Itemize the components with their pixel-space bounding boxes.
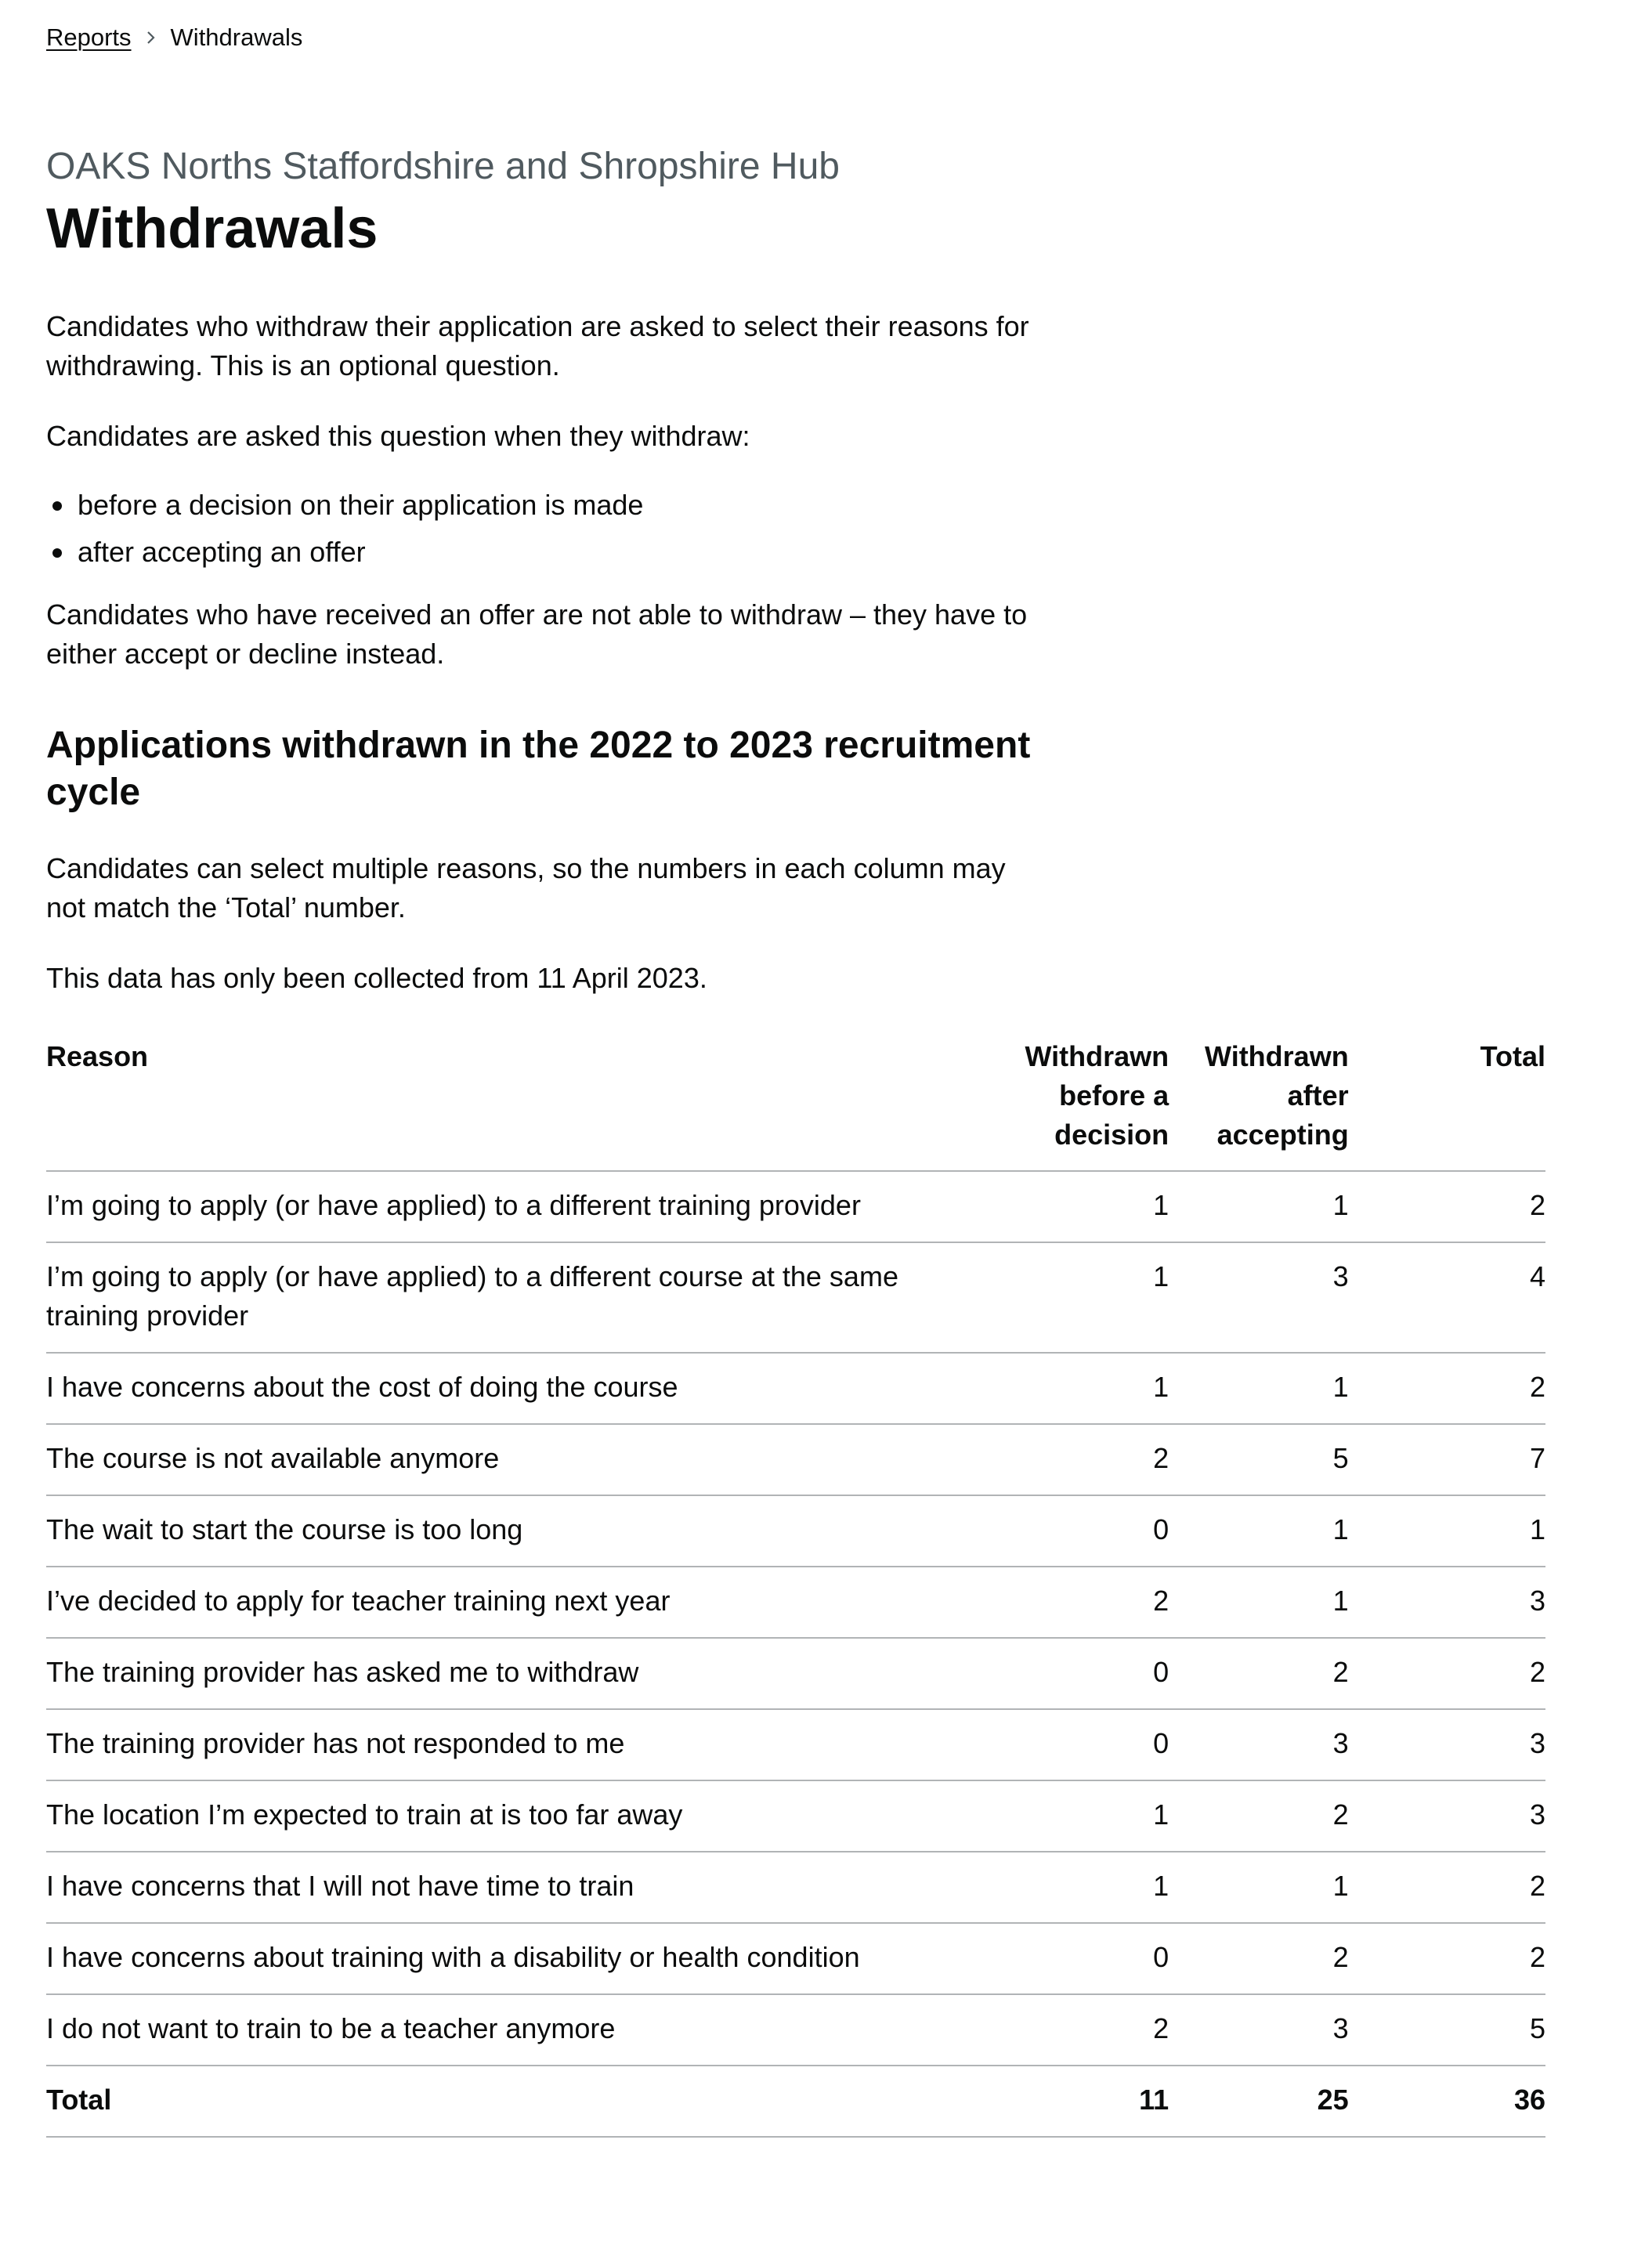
cell-after-accepting: 1: [1169, 1495, 1349, 1567]
intro-bullet-list: [46, 486, 1606, 572]
cell-before-decision: 2: [989, 1567, 1169, 1638]
total-reason: Total: [46, 2066, 989, 2137]
cell-before-decision: 1: [989, 1780, 1169, 1852]
cell-before-decision: 2: [989, 1424, 1169, 1495]
cell-reason: I’m going to apply (or have applied) to a different training provider: [46, 1171, 989, 1242]
table-row: [46, 1709, 1545, 1780]
cell-total: 4: [1349, 1242, 1545, 1353]
cell-before-decision: 2: [989, 1994, 1169, 2066]
table-row: [46, 1923, 1545, 1994]
cell-total: 3: [1349, 1780, 1545, 1852]
cell-before-decision: 0: [989, 1923, 1169, 1994]
cell-reason: I’m going to apply (or have applied) to a different course at the same training provider: [46, 1242, 989, 1353]
table-row: [46, 1242, 1545, 1353]
cell-reason: I do not want to train to be a teacher anymore: [46, 1994, 989, 2066]
table-row: [46, 1353, 1545, 1424]
cell-reason: The location I’m expected to train at is too far away: [46, 1780, 989, 1852]
breadcrumb-current: Withdrawals: [170, 23, 303, 51]
cell-total: 2: [1349, 1923, 1545, 1994]
column-header-reason: Reason: [46, 1037, 989, 1171]
section-paragraph-2: This data has only been collected from 11 April 2023.: [46, 962, 707, 994]
cell-reason: The course is not available anymore: [46, 1424, 989, 1495]
cell-after-accepting: 1: [1169, 1353, 1349, 1424]
table-row: [46, 1780, 1545, 1852]
cell-after-accepting: 5: [1169, 1424, 1349, 1495]
table-row: [46, 1567, 1545, 1638]
cell-before-decision: 1: [989, 1242, 1169, 1353]
chevron-right-icon: [146, 29, 157, 46]
breadcrumb: [46, 0, 1606, 53]
total-before-decision: 11: [989, 2066, 1169, 2137]
cell-before-decision: 0: [989, 1709, 1169, 1780]
cell-total: 1: [1349, 1495, 1545, 1567]
cell-total: 2: [1349, 1171, 1545, 1242]
table-row: [46, 1171, 1545, 1242]
cell-reason: I’ve decided to apply for teacher training next year: [46, 1567, 989, 1638]
cell-reason: I have concerns about training with a disability or health condition: [46, 1923, 989, 1994]
breadcrumb-link-reports[interactable]: Reports: [46, 23, 132, 51]
intro-paragraph-3: Candidates who have received an offer are not able to withdraw – they have to either accept or decline instead.: [46, 598, 1028, 670]
cell-after-accepting: 3: [1169, 1994, 1349, 2066]
withdrawals-table: [46, 1037, 1545, 2138]
total-after-accepting: 25: [1169, 2066, 1349, 2137]
intro-paragraph-2: Candidates are asked this question when they withdraw:: [46, 420, 750, 452]
cell-total: 2: [1349, 1353, 1545, 1424]
cell-after-accepting: 2: [1169, 1780, 1349, 1852]
table-row: [46, 1994, 1545, 2066]
cell-total: 3: [1349, 1567, 1545, 1638]
intro-paragraph-1: Candidates who withdraw their application are asked to select their reasons for withdrawing. This is an optional question.: [46, 310, 1029, 381]
page-title: Withdrawals: [46, 197, 378, 260]
cell-reason: The training provider has not responded to me: [46, 1709, 989, 1780]
section-paragraph-1: Candidates can select multiple reasons, so the numbers in each column may not match the ‘Total’ number.: [46, 852, 1006, 924]
column-header-total: Total: [1349, 1037, 1545, 1171]
table-row: [46, 1424, 1545, 1495]
cell-total: 5: [1349, 1994, 1545, 2066]
table-row: [46, 1495, 1545, 1567]
cell-after-accepting: 1: [1169, 1171, 1349, 1242]
table-total-row: [46, 2066, 1545, 2137]
cell-total: 7: [1349, 1424, 1545, 1495]
table-header-row: [46, 1037, 1545, 1171]
cell-before-decision: 0: [989, 1495, 1169, 1567]
cell-reason: I have concerns about the cost of doing the course: [46, 1353, 989, 1424]
cell-before-decision: 1: [989, 1353, 1169, 1424]
cell-after-accepting: 1: [1169, 1852, 1349, 1923]
cell-after-accepting: 3: [1169, 1709, 1349, 1780]
table-row: [46, 1852, 1545, 1923]
cell-before-decision: 0: [989, 1638, 1169, 1709]
cell-reason: I have concerns that I will not have time to train: [46, 1852, 989, 1923]
page-caption: OAKS Norths Staffordshire and Shropshire Hub: [46, 146, 840, 187]
cell-reason: The wait to start the course is too long: [46, 1495, 989, 1567]
cell-total: 3: [1349, 1709, 1545, 1780]
table-row: [46, 1638, 1545, 1709]
column-header-before-decision: Withdrawn before a decision: [989, 1037, 1169, 1171]
cell-after-accepting: 2: [1169, 1923, 1349, 1994]
column-header-after-accepting: Withdrawn after accepting: [1169, 1037, 1349, 1171]
cell-reason: The training provider has asked me to withdraw: [46, 1638, 989, 1709]
cell-before-decision: 1: [989, 1852, 1169, 1923]
cell-after-accepting: 2: [1169, 1638, 1349, 1709]
section-heading: Applications withdrawn in the 2022 to 2023 recruitment cycle: [46, 725, 1031, 813]
cell-total: 2: [1349, 1638, 1545, 1709]
cell-after-accepting: 3: [1169, 1242, 1349, 1353]
list-item: before a decision on their application is made: [46, 486, 1606, 525]
total-total: 36: [1349, 2066, 1545, 2137]
list-item: after accepting an offer: [46, 533, 1606, 572]
table-body: [46, 1171, 1545, 2137]
cell-total: 2: [1349, 1852, 1545, 1923]
cell-before-decision: 1: [989, 1171, 1169, 1242]
cell-after-accepting: 1: [1169, 1567, 1349, 1638]
